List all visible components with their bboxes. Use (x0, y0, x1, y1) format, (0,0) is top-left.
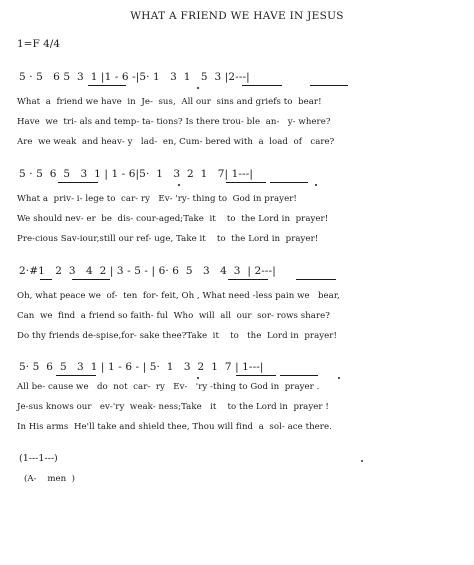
lyric-line: Can we find a friend so faith- ful Who will all our sor- rows share? (17, 311, 330, 321)
beam-underline (226, 182, 266, 183)
lyric-line: All be- cause we do not car- ry Ev- 'ry -thing to God in prayer . (17, 382, 320, 392)
beam-underline (40, 279, 52, 280)
page-speck (361, 460, 363, 462)
lyric-line: In His arms He'll take and shield thee, Thou will find a sol- ace there. (17, 422, 332, 432)
lyric-line: Have we tri- als and temp- ta- tions? Is there trou- ble an- y- where? (17, 117, 331, 127)
notation-line: 2·#1 2 3 4 2 | 3 - 5 - | 6· 6 5 3 4 3 | 2---| (19, 265, 276, 277)
notation-line: 5· 5 6 5 3 1 | 1 - 6 - | 5· 1 3 2 1 7 | 1---| (19, 361, 264, 373)
low-octave-dot (338, 377, 340, 379)
notation-line: 5 · 5 6 5 3 1 |1 - 6 -|5· 1 3 1 5 3 |2---| (19, 71, 250, 83)
beam-underline (296, 279, 336, 280)
beam-underline (270, 182, 308, 183)
lyric-line: What a friend we have in Je- sus, All our sins and griefs to bear! (17, 97, 322, 107)
beam-underline (242, 85, 282, 86)
beam-underline (310, 85, 348, 86)
amen-notation: (1---1---) (19, 453, 58, 464)
lyric-line: Are we weak and heav- y lad- en, Cum- bered with a load of care? (17, 137, 335, 147)
lyric-line: What a priv- i- lege to car- ry Ev- 'ry- thing to God in prayer! (17, 194, 297, 204)
beam-underline (280, 375, 318, 376)
beam-underline (228, 279, 268, 280)
notation-line: 5 · 5 6 5 3 1 | 1 - 6|5· 1 3 2 1 7| 1---| (19, 168, 253, 180)
beam-underline (58, 182, 98, 183)
key-signature: 1=F 4/4 (17, 38, 60, 50)
song-title: WHAT A FRIEND WE HAVE IN JESUS (130, 10, 344, 22)
low-octave-dot (197, 377, 199, 379)
low-octave-dot (178, 184, 180, 186)
beam-underline (72, 279, 110, 280)
lyric-line: Je-sus knows our ev-'ry weak- ness;Take it to the Lord in prayer ! (17, 402, 329, 412)
lyric-line: Oh, what peace we of- ten for- feit, Oh , What need -less pain we bear, (17, 291, 340, 301)
beam-underline (88, 85, 126, 86)
lyric-line: We should nev- er be dis- cour-aged;Take it to the Lord in prayer! (17, 214, 329, 224)
amen-lyric: (A- men ) (24, 474, 75, 484)
lyric-line: Pre-cious Sav-iour,still our ref- uge, Take it to the Lord in prayer! (17, 234, 319, 244)
low-octave-dot (315, 184, 317, 186)
low-octave-dot (197, 87, 199, 89)
beam-underline (56, 375, 96, 376)
lyric-line: Do thy friends de-spise,for- sake thee?Take it to the Lord in prayer! (17, 331, 337, 341)
beam-underline (236, 375, 276, 376)
